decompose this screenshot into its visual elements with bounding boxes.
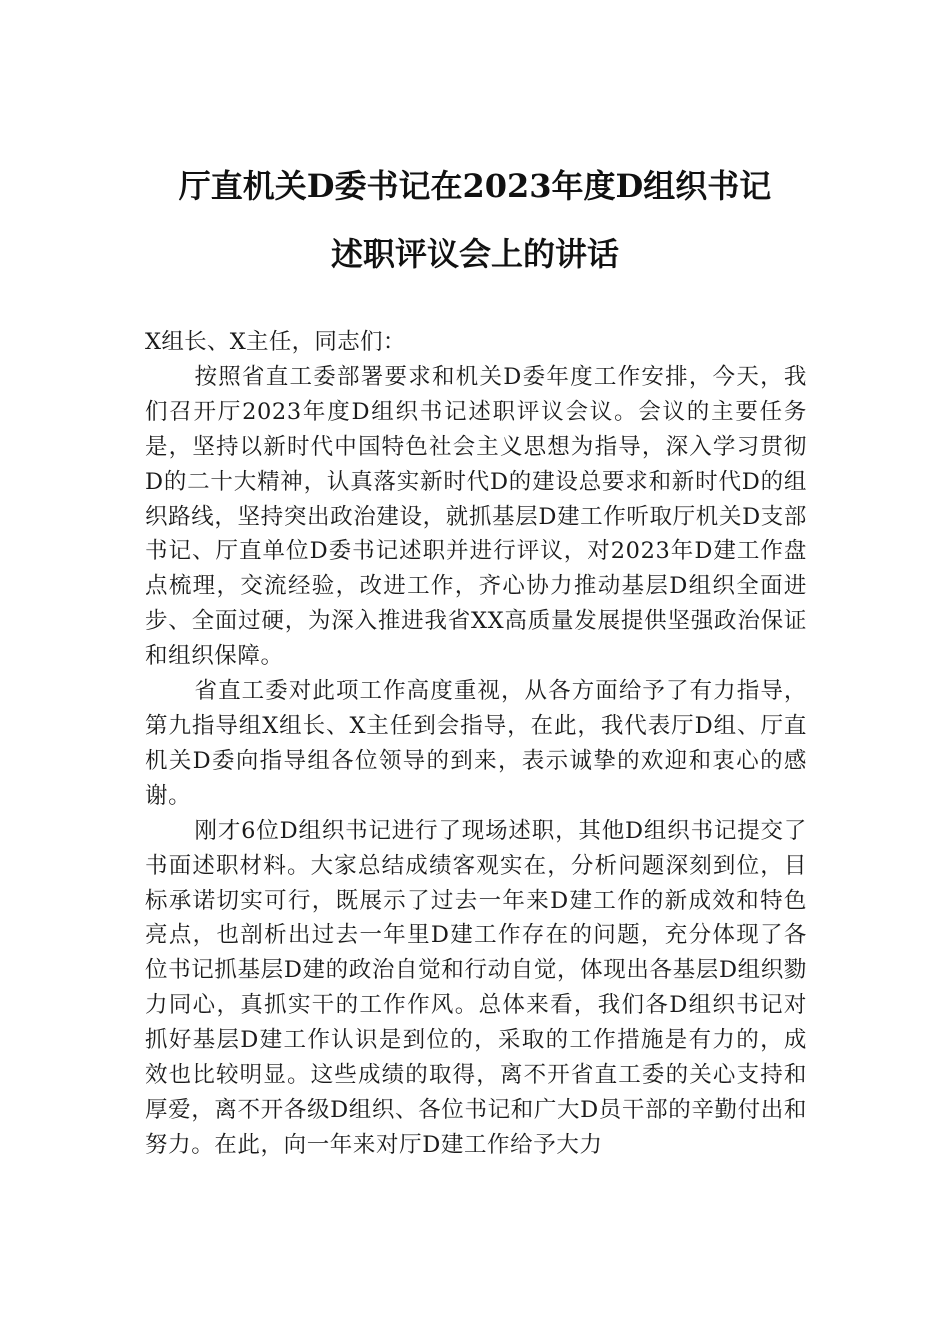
document-title-line-2: 述职评议会上的讲话 [330,235,619,273]
paragraph-1: 按照省直工委部署要求和机关D委年度工作安排，今天，我们召开厅2023年度D组织书记述职评议会议。会议的主要任务是，坚持以新时代中国特色社会主义思想为指导，深入学习贯彻D的二十大精神，认真落实新时代D的建设总要求和新时代D的组织路线，坚持突出政治建设，就抓基层D建工作听取厅机关D支部书记、厅直单位D委书记述职并进行评议，对2023年D建工作盘点梳理，交流经验，改进工作，齐心协力推动基层D组织全面进步、全面过硬，为深入推进我省XX高质量发展提供坚强政治保证和组织保障。 [145,363,807,670]
document-body [145,325,807,1163]
document-title-line-1: 厅直机关D委书记在2023年度D组织书记 [178,167,772,205]
salutation: X组长、X主任，同志们： [145,329,406,355]
paragraph-3: 刚才6位D组织书记进行了现场述职，其他D组织书记提交了书面述职材料。大家总结成绩客观实在，分析问题深刻到位，目标承诺切实可行，既展示了过去一年来D建工作的新成效和特色亮点，也剖析出过去一年里D建工作存在的问题，充分体现了各位书记抓基层D建的政治自觉和行动自觉，体现出各基层D组织勠力同心，真抓实干的工作作风。总体来看，我们各D组织书记对抓好基层D建工作认识是到位的，采取的工作措施是有力的，成效也比较明显。这些成绩的取得，离不开省直工委的关心支持和厚爱，离不开各级D组织、各位书记和广大D员干部的辛勤付出和努力。在此，向一年来对厅D建工作给予大力 [145,817,807,1158]
paragraph-2: 省直工委对此项工作高度重视，从各方面给予了有力指导，第九指导组X组长、X主任到会指导，在此，我代表厅D组、厅直机关D委向指导组各位领导的到来，表示诚挚的欢迎和衷心的感谢。 [145,678,807,809]
